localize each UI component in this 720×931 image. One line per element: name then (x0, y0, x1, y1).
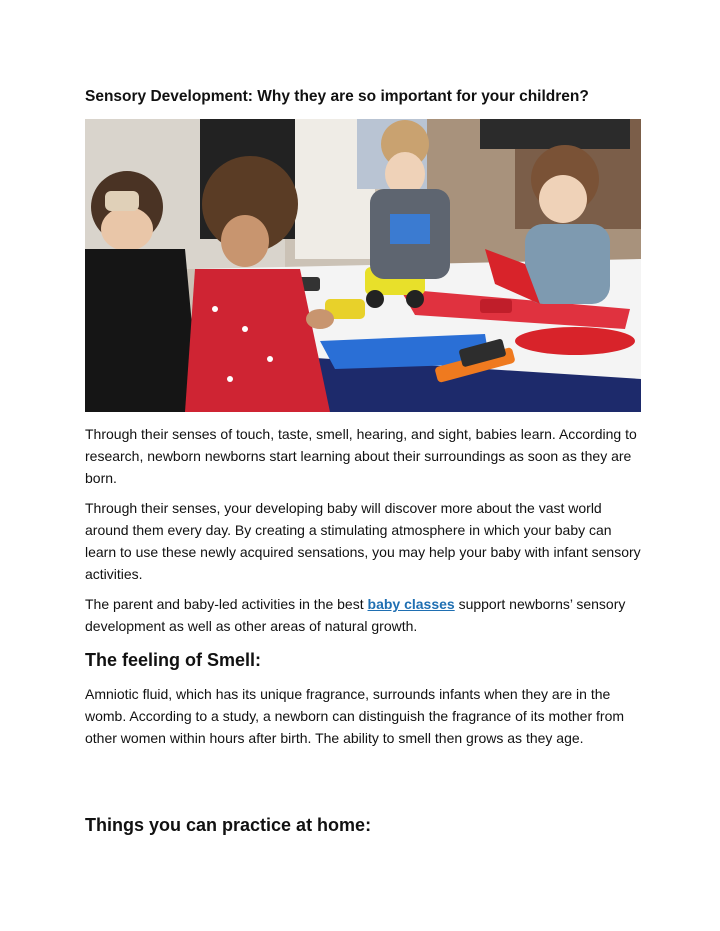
baby-classes-link[interactable]: baby classes (367, 596, 455, 612)
heading-smell: The feeling of Smell: (85, 650, 262, 670)
page-title: Sensory Development: Why they are so important for your children? (85, 88, 589, 105)
paragraph-smell: Amniotic fluid, which has its unique fragrance, surrounds infants when they are in the womb. According to a study, a newborn can distinguish the fragrance of its mother from other women within hours after birth. The ability to smell then grows as they age. (85, 686, 625, 746)
paragraph-baby-classes-after: support newborns’ sensory development as well as other areas of natural growth. (85, 596, 626, 634)
paragraph-baby-classes-before: The parent and baby-led activities in the best (85, 596, 368, 612)
children-painting-photo (85, 119, 641, 412)
paragraph-senses: Through their senses of touch, taste, smell, hearing, and sight, babies learn. According to research, newborn newborns start learning about their surroundings as soon as they are born. (85, 426, 637, 486)
heading-practice-at-home: Things you can practice at home: (85, 815, 372, 835)
paragraph-baby-classes (85, 593, 645, 637)
paragraph-developing-baby: Through their senses, your developing baby will discover more about the vast world around them every day. By creating a stimulating atmosphere in which your baby can learn to use these newly acquired sensations, you may help your baby with infant sensory activities. (85, 500, 641, 582)
